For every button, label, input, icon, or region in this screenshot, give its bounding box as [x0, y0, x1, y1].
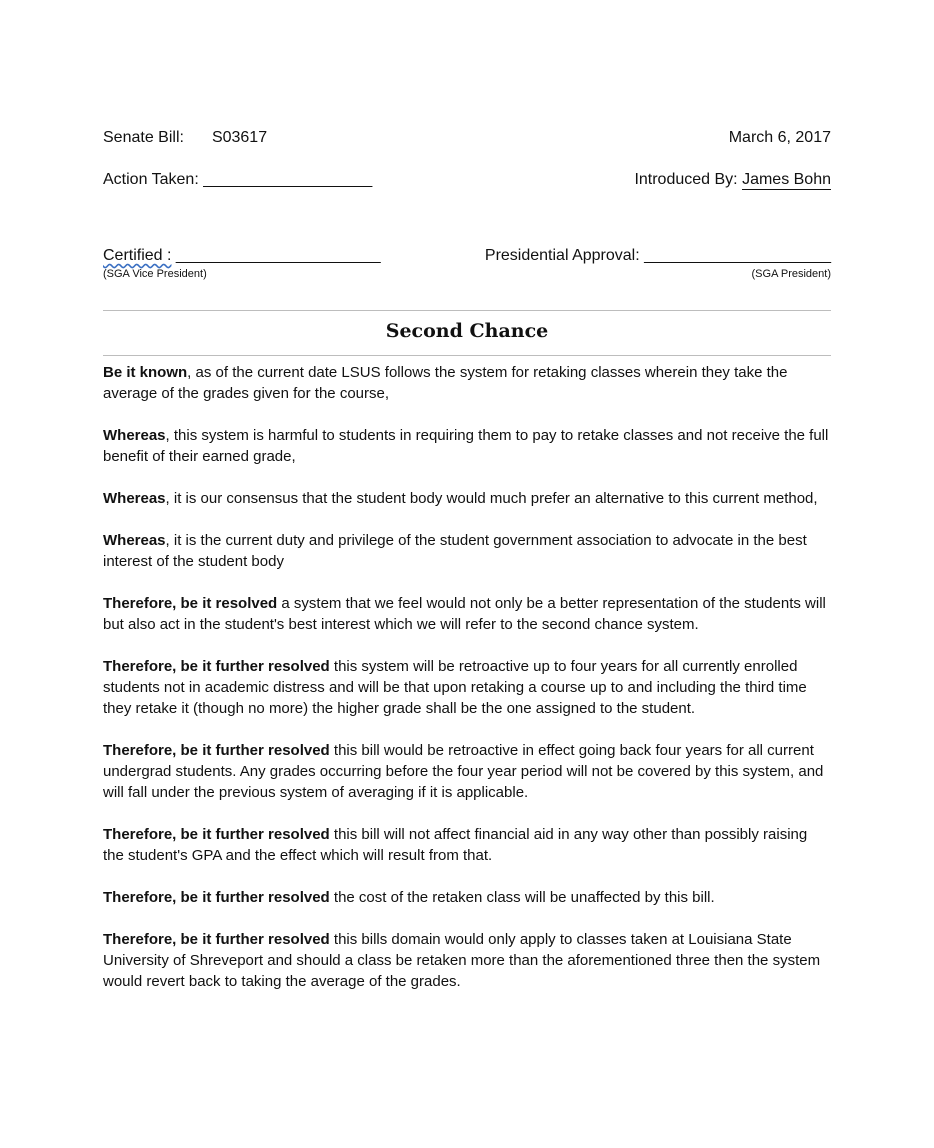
- paragraph-lead: Whereas: [103, 532, 166, 549]
- resolution-paragraph: [103, 887, 831, 908]
- paragraph-text: this bills domain would only apply to classes taken at Louisiana State University of Shreveport and should a class be retaken more than the aforementioned three then the system would revert back to taking the average of the grades.: [103, 931, 821, 990]
- top-divider: [103, 310, 831, 311]
- paragraph-lead: Be it known: [103, 364, 188, 381]
- bottom-divider: [103, 355, 831, 356]
- bill-number: S03617: [211, 129, 268, 146]
- approval-blank: _____________________: [644, 247, 831, 264]
- paragraph-lead: Therefore, be it further resolved: [103, 658, 330, 675]
- certified-caption: (SGA Vice President): [103, 268, 207, 280]
- resolution-paragraph: [103, 362, 831, 404]
- bill-body: [103, 362, 831, 1013]
- bill-label: Senate Bill:: [103, 129, 184, 146]
- resolution-paragraph: [103, 488, 831, 509]
- introduced-name: James Bohn: [742, 171, 831, 188]
- paragraph-text: a system that we feel would not only be a better representation of the students will but also act in the student's best interest which we will refer to the second chance system.: [103, 595, 826, 633]
- action-taken: [103, 170, 372, 190]
- certified: [103, 246, 381, 266]
- paragraph-text: the cost of the retaken class will be unaffected by this bill.: [329, 889, 715, 906]
- introduced-by: [634, 170, 831, 190]
- bill-title: Second Chance: [385, 320, 549, 342]
- resolution-paragraph: [103, 824, 831, 866]
- resolution-paragraph: [103, 740, 831, 803]
- introduced-label: Introduced By:: [634, 171, 738, 188]
- paragraph-lead: Therefore, be it further resolved: [103, 931, 330, 948]
- resolution-paragraph: [103, 929, 831, 992]
- approval-label: Presidential Approval:: [484, 247, 640, 264]
- resolution-paragraph: [103, 593, 831, 635]
- approval-caption: (SGA President): [751, 268, 831, 280]
- paragraph-text: , it is the current duty and privilege of the student government association to advocate in the best interest of the student body: [103, 532, 807, 570]
- paragraph-text: this bill would be retroactive in effect going back four years for all current undergrad students. Any grades occurring before the four year period will not be covered by this system, and will fall under the previous system of averaging if it is applicable.: [103, 742, 824, 801]
- paragraph-text: , it is our consensus that the student body would much prefer an alternative to this current method,: [165, 490, 818, 507]
- paragraph-text: this bill will not affect financial aid in any way other than possibly raising the student's GPA and the effect which will result from that.: [103, 826, 808, 864]
- certified-blank: _______________________: [175, 247, 381, 264]
- paragraph-lead: Therefore, be it resolved: [103, 595, 278, 612]
- action-blank: ___________________: [203, 171, 373, 188]
- paragraph-lead: Therefore, be it further resolved: [103, 889, 330, 906]
- bill-id: [103, 128, 267, 148]
- resolution-paragraph: [103, 425, 831, 467]
- paragraph-text: , as of the current date LSUS follows the system for retaking classes wherein they take the average of the grades given for the course,: [103, 364, 788, 402]
- paragraph-lead: Whereas: [103, 490, 166, 507]
- resolution-paragraph: [103, 530, 831, 572]
- resolution-paragraph: [103, 656, 831, 719]
- certified-label: Certified :: [103, 247, 172, 264]
- paragraph-lead: Therefore, be it further resolved: [103, 742, 330, 759]
- paragraph-text: , this system is harmful to students in requiring them to pay to retake classes and not receive the full benefit of their earned grade,: [103, 427, 829, 465]
- bill-date: March 6, 2017: [728, 129, 831, 146]
- paragraph-text: this system will be retroactive up to four years for all currently enrolled students not in academic distress and will be that upon retaking a course up to and including the third time they retake it (though no more) the higher grade shall be the one assigned to the student.: [103, 658, 807, 717]
- presidential-approval: [485, 246, 831, 266]
- paragraph-lead: Whereas: [103, 427, 166, 444]
- paragraph-lead: Therefore, be it further resolved: [103, 826, 330, 843]
- action-label: Action Taken:: [103, 171, 199, 188]
